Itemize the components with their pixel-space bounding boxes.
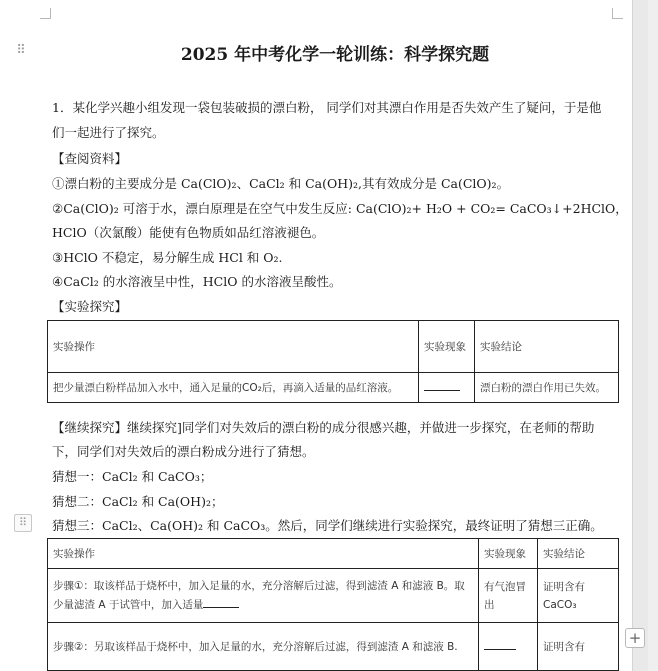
question-text: 们一起进行了探究。 [52, 125, 165, 140]
plus-icon[interactable]: + [625, 628, 645, 648]
reference-item: ①漂白粉的主要成分是 Ca(ClO)₂、CaCl₂ 和 Ca(OH)₂,其有效成分是 Ca(ClO)₂。 [52, 176, 510, 191]
table-header-cell: 实验操作 [48, 539, 479, 569]
experiment-table [47, 320, 619, 403]
table-header-cell: 实验现象 [479, 539, 538, 569]
reference-item: HClO（次氯酸）能使有色物质如品红溶液褪色。 [52, 225, 325, 240]
table-cell: 证明含有 [538, 623, 619, 671]
page-corner-mark [612, 8, 623, 19]
guess-item: 猜想二：CaCl₂ 和 Ca(OH)₂； [52, 494, 224, 509]
table-header-cell: 实验结论 [475, 321, 619, 373]
experiment-table-2 [47, 538, 619, 671]
drag-handle-icon[interactable]: ⠿ [16, 43, 26, 58]
continue-text: 下，同学们对失效后的漂白粉成分进行了猜想。 [52, 444, 315, 459]
table-cell: 证明含有 CaCO₃ [538, 569, 619, 623]
guess-item: 猜想三：CaCl₂、Ca(OH)₂ 和 CaCO₃。然后，同学们继续进行实验探究，最终证明了猜想三正确。 [52, 518, 603, 533]
section-heading: 【实验探究】 [52, 299, 128, 314]
guess-item: 猜想一：CaCl₂ 和 CaCO₃； [52, 469, 213, 484]
reference-item: ③HClO 不稳定，易分解生成 HCl 和 O₂. [52, 250, 283, 265]
page-title: 2025 年中考化学一轮训练：科学探究题 [180, 45, 490, 65]
question-text: 1．某化学兴趣小组发现一袋包装破损的漂白粉， 同学们对其漂白作用是否失效产生了疑问，于是他 [52, 100, 602, 115]
table-header-cell: 实验现象 [419, 321, 475, 373]
table-cell: 把少量漂白粉样品加入水中，通入足量的CO₂后，再滴入适量的品红溶液。 [48, 373, 419, 403]
table-cell: 有气泡冒出 [479, 569, 538, 623]
answer-blank[interactable] [419, 373, 475, 403]
drag-handle-icon[interactable]: ⠿ [14, 514, 32, 532]
page-corner-mark [40, 8, 51, 19]
table-header-cell: 实验操作 [48, 321, 419, 373]
table-cell: 漂白粉的漂白作用已失效。 [475, 373, 619, 403]
table-cell: 步骤②：另取该样品于烧杯中，加入足量的水，充分溶解后过滤，得到滤渣 A 和滤液 B. [48, 623, 479, 671]
table-header-cell: 实验结论 [538, 539, 619, 569]
scrollbar[interactable] [648, 0, 658, 671]
table-cell: 步骤①：取该样品于烧杯中，加入足量的水，充分溶解后过滤，得到滤渣 A 和滤液 B。取少量滤渣 A 于试管中，加入适量 [48, 569, 479, 623]
section-heading: 【查阅资料】 [52, 151, 128, 166]
reference-item: ④CaCl₂ 的水溶液呈中性，HClO 的水溶液呈酸性。 [52, 274, 342, 289]
answer-blank[interactable] [479, 623, 538, 671]
reference-item: ②Ca(ClO)₂ 可溶于水，漂白原理是在空气中发生反应: Ca(ClO)₂+ H₂O + CO₂= CaCO₃↓+2HClO， [52, 201, 628, 216]
continue-text: 【继续探究】继续探究]同学们对失效后的漂白粉的成分很感兴趣，并做进一步探究，在老师的帮助 [52, 420, 595, 435]
